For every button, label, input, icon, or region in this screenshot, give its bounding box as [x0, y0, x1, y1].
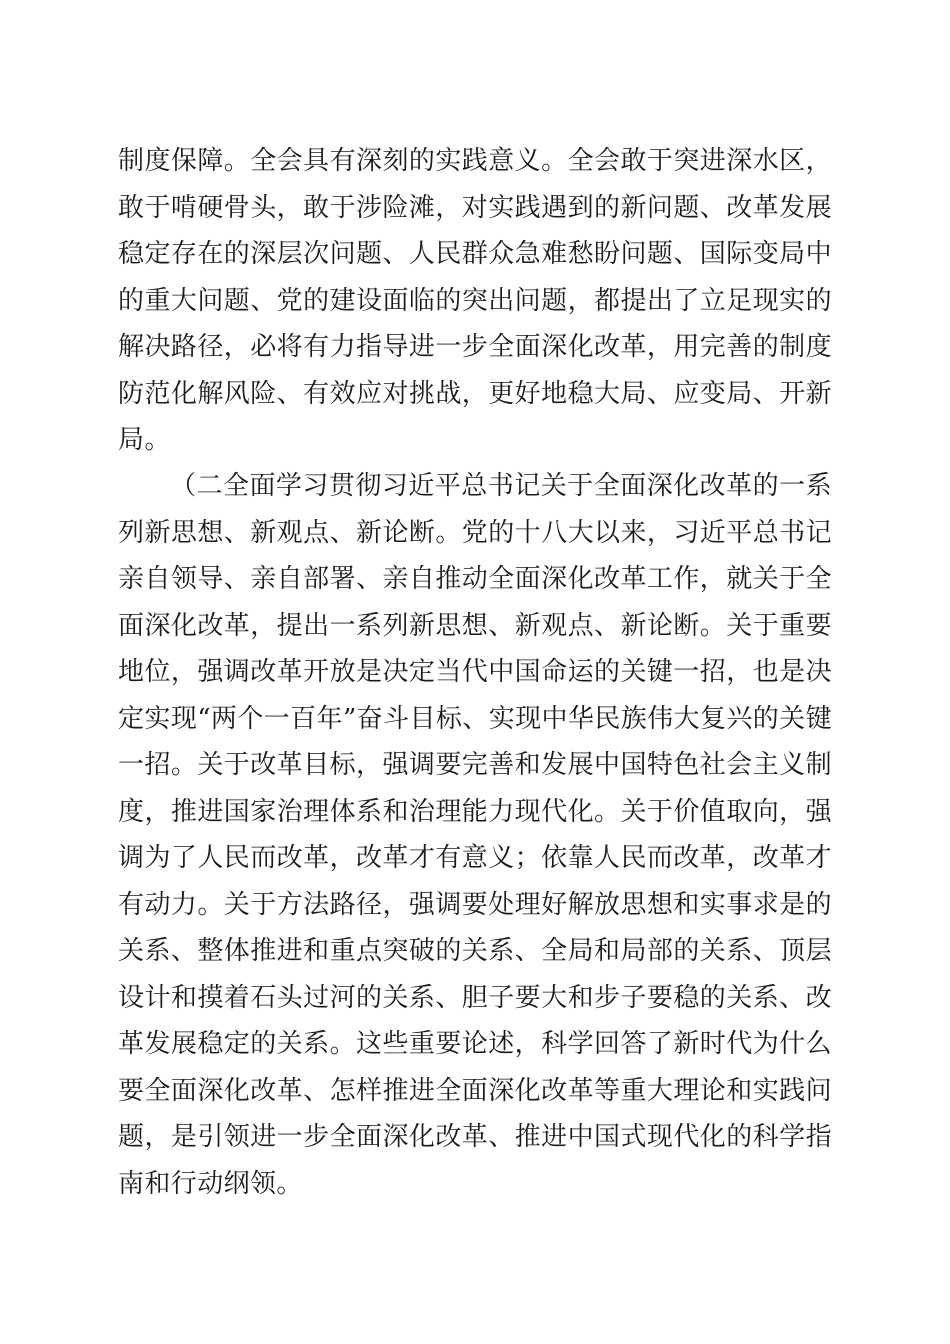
paragraph-continuation: 制度保障。全会具有深刻的实践意义。全会敢于突进深水区，敢于啃硬骨头，敢于涉险滩，对实践遇到的新问题、改革发展稳定存在的深层次问题、人民群众急难愁盼问题、国际变局中的重大问题、党的建设面临的突出问题，都提出了立足现实的解决路径，必将有力指导进一步全面深化改革，用完善的制度防范化解风险、有效应对挑战，更好地稳大局、应变局、开新局。 [118, 146, 832, 455]
paragraph-section-two: （二全面学习贯彻习近平总书记关于全面深化改革的一系列新思想、新观点、新论断。党的十八大以来，习近平总书记亲自领导、亲自部署、亲自推动全面深化改革工作，就关于全面深化改革，提出一系列新思想、新观点、新论断。关于重要地位，强调改革开放是决定当代中国命运的关键一招，也是决定实现“两个一百年”奋斗目标、实现中华民族伟大复兴的关键一招。关于改革目标，强调要完善和发展中国特色社会主义制度，推进国家治理体系和治理能力现代化。关于价值取向，强调为了人民而改革，改革才有意义；依靠人民而改革，改革才有动力。关于方法路径，强调要处理好解放思想和实事求是的关系、整体推进和重点突破的关系、全局和局部的关系、顶层设计和摸着石头过河的关系、胆子要大和步子要稳的关系、改革发展稳定的关系。这些重要论述，科学回答了新时代为什么要全面深化改革、怎样推进全面深化改革等重大理论和实践问题，是引领进一步全面深化改革、推进中国式现代化的科学指南和行动纲领。 [118, 471, 832, 1199]
